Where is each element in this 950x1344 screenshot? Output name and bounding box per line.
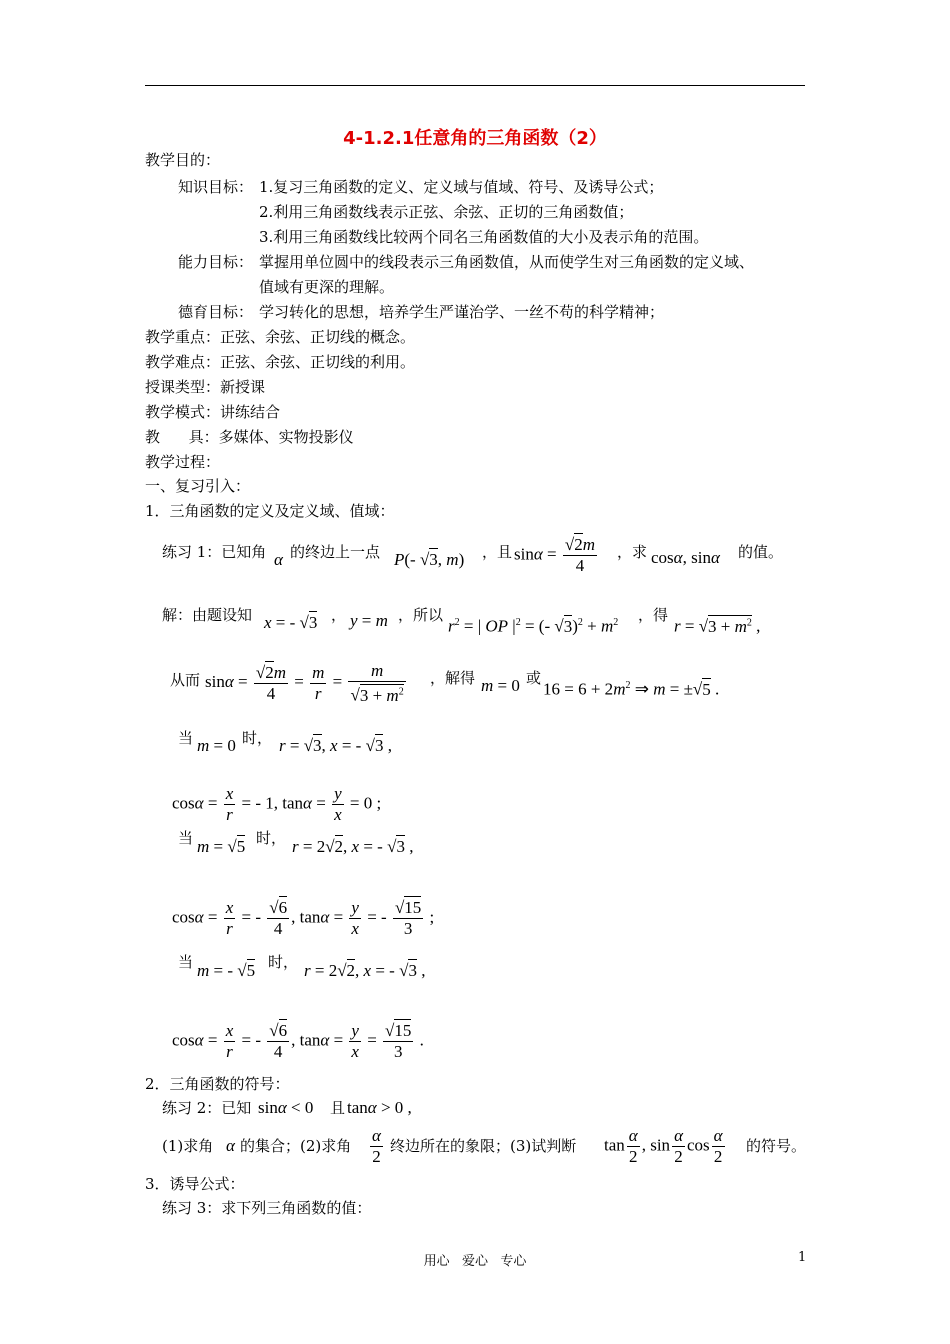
math-formula: cosα, sinα [651, 548, 720, 567]
exercise-1-text: 练习 1：已知角 [162, 543, 267, 561]
math-formula: P(- √3, m) [394, 550, 465, 569]
math-formula: r = √3, x = - √3 , [279, 736, 392, 755]
knowledge-item: 1.复习三角函数的定义、定义域与值域、符号、及诱导公式； [259, 178, 664, 196]
knowledge-label: 知识目标： [178, 178, 254, 196]
case-text: 时， [268, 953, 299, 971]
case-text: 当 [178, 829, 194, 847]
math-formula: sinα = $\frac{√2m}{4}$ = $\frac{m}{r}$ = $\frac{m}{√3 + m^2}$ [205, 661, 404, 705]
lesson-type: 授课类型：新授课 [145, 378, 266, 396]
math-formula: m = - √5 [197, 961, 256, 980]
case-text: 当 [178, 953, 194, 971]
solution-text: 从而 [170, 671, 201, 689]
knowledge-item: 2.利用三角函数线表示正弦、余弦、正切的三角函数值； [259, 203, 634, 221]
math-formula: cosα = $\frac{x}{r}$ = - $\frac{√6}{4}$ , tanα = $\frac{y}{x}$ = - $\frac{√15}{3}$ ; [172, 898, 435, 938]
ability-label: 能力目标： [178, 253, 254, 271]
math-formula: y = m [350, 611, 388, 630]
exercise-2-text: 且 [330, 1099, 346, 1117]
moral-label: 德育目标： [178, 303, 254, 321]
math-formula: cosα = $\frac{x}{r}$ = - 1, tanα = $\frac{y}{x}$ = 0 ; [172, 784, 382, 824]
moral-text: 学习转化的思想，培养学生严谨治学、一丝不苟的科学精神； [259, 303, 665, 321]
tools: 教 具：多媒体、实物投影仪 [145, 428, 354, 446]
footer-text: 用心 爱心 专心 [423, 1254, 527, 1269]
exercise-1-text: 的值。 [738, 543, 784, 561]
math-formula: $r^2$ = | OP $|^2$ = (- $√3)^2 + m^2$ [448, 616, 619, 636]
page-title: 4-1.2.1任意角的三角函数（2） [343, 128, 607, 149]
teaching-mode: 教学模式：讲练结合 [145, 403, 281, 421]
math-formula: m = √5 [197, 837, 246, 856]
math-formula: cosα = $\frac{x}{r}$ = - $\frac{√6}{4}$ , tanα = $\frac{y}{x}$ = $\frac{√15}{3}$ . [172, 1021, 424, 1061]
solution-text: 或 [526, 669, 542, 687]
subsection-heading: 3．诱导公式： [145, 1175, 245, 1193]
case-text: 时， [242, 729, 273, 747]
header-rule [145, 85, 805, 86]
ability-text-cont: 值域有更深的理解。 [259, 278, 395, 296]
exercise-2-question: 终边所在的象限；(3)试判断 [390, 1137, 577, 1155]
exercise-2-question: 的集合；(2)求角 [240, 1137, 352, 1155]
case-text: 当 [178, 729, 194, 747]
exercise-2-question: 的符号。 [746, 1137, 807, 1155]
solution-text: ， [331, 606, 347, 624]
math-formula: tanα > 0 , [347, 1098, 412, 1117]
math-formula: tan $\frac{\alpha}{2}$ , sin $\frac{\alpha}{2}$ cos $\frac{\alpha}{2}$ [604, 1126, 723, 1166]
exercise-2-question: (1)求角 [162, 1137, 214, 1155]
math-formula: r = 2√2, x = - √3 , [292, 837, 414, 856]
exercise-3-text: 练习 3：求下列三角函数的值： [162, 1199, 372, 1217]
subsection-heading: 1．三角函数的定义及定义域、值域： [145, 502, 395, 520]
exercise-1-text: 的终边上一点 [290, 543, 381, 561]
math-formula: sinα < 0 [258, 1098, 314, 1117]
difficulties: 教学难点：正弦、余弦、正切线的利用。 [145, 353, 416, 371]
ability-text: 掌握用单位圆中的线段表示三角函数值，从而使学生对三角函数的定义域、 [259, 253, 755, 271]
math-formula: sinα = $\frac{√2m}{4}$ [514, 535, 595, 575]
math-formula: m = 0 [481, 676, 520, 695]
math-formula: x = - √3 [264, 613, 318, 632]
solution-text: 解：由题设知 [162, 606, 253, 624]
subsection-heading: 2．三角函数的符号： [145, 1075, 290, 1093]
case-text: 时， [256, 829, 287, 847]
math-formula: r = 2√2, x = - √3 , [304, 961, 426, 980]
goals-heading: 教学目的： [145, 151, 221, 169]
section-heading: 一、复习引入： [145, 477, 251, 495]
exercise-1-text: ，求 [617, 543, 648, 561]
math-formula: α [226, 1136, 235, 1155]
key-points: 教学重点：正弦、余弦、正切线的概念。 [145, 328, 416, 346]
exercise-1-text: ，且 [482, 543, 513, 561]
math-formula: $r = √3 + m^2$ , [674, 616, 761, 636]
math-formula: $16 = 6 + 2m^2$ ⇒ m = ±√5 . [543, 679, 720, 699]
math-formula: α [274, 550, 283, 569]
solution-text: ，得 [638, 606, 669, 624]
solution-text: ，解得 [430, 669, 476, 687]
page-number: 1 [798, 1250, 807, 1265]
math-formula: $\frac{\alpha}{2}$ [372, 1126, 381, 1166]
knowledge-item: 3.利用三角函数线比较两个同名三角函数值的大小及表示角的范围。 [259, 228, 709, 246]
process-heading: 教学过程： [145, 453, 221, 471]
solution-text: ，所以 [398, 606, 444, 624]
exercise-2-text: 练习 2：已知 [162, 1099, 252, 1117]
math-formula: m = 0 [197, 736, 236, 755]
